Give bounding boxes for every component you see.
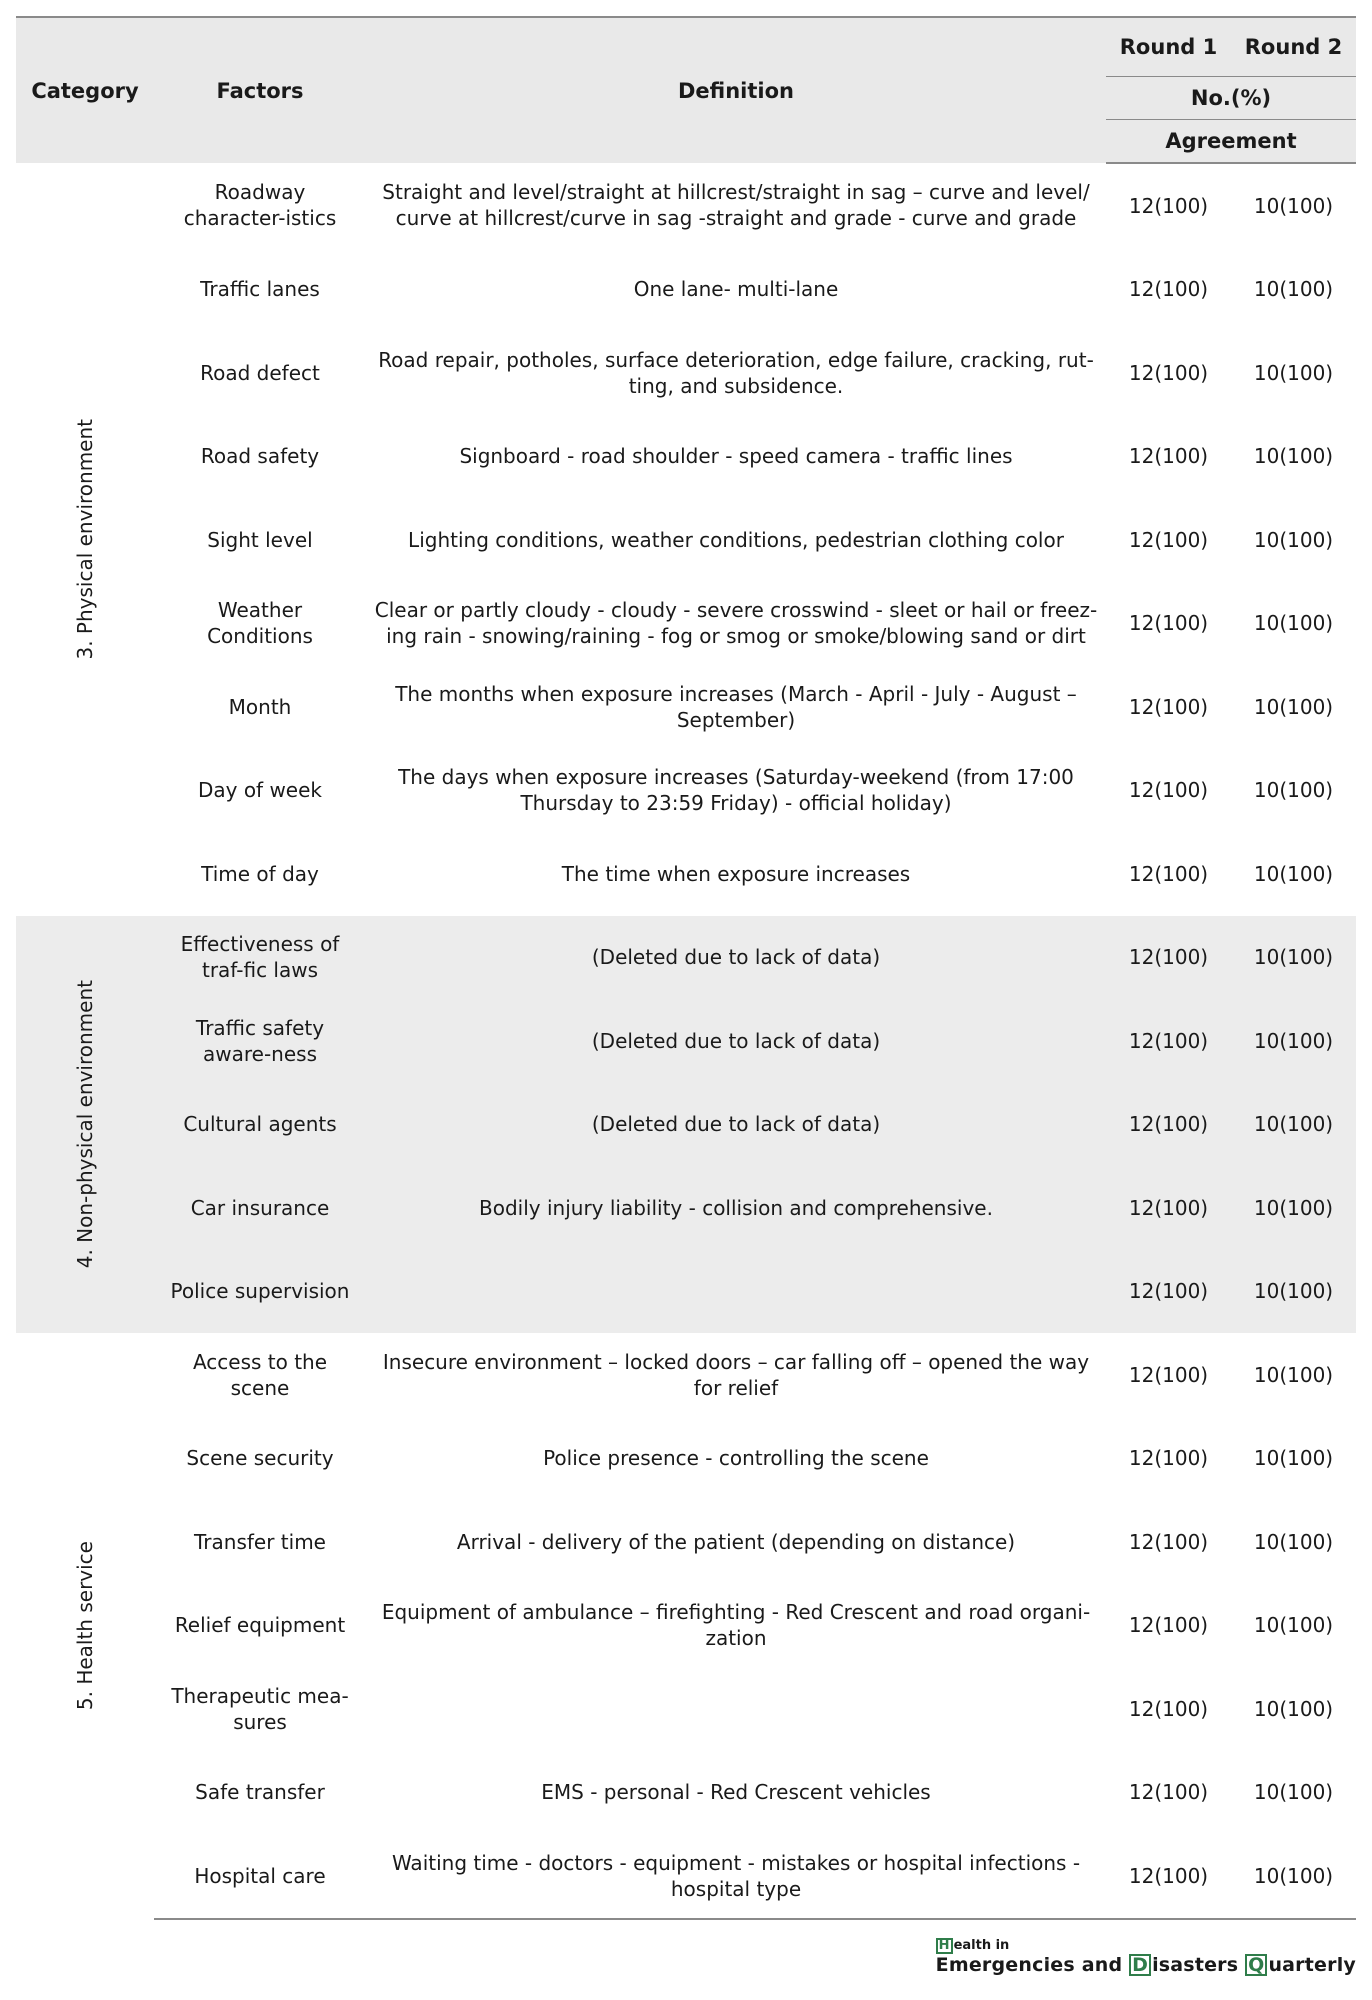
factor-cell: Roadway character-istics — [183, 180, 337, 231]
definition-cell: (Deleted due to lack of data) — [366, 999, 1106, 1083]
factor-cell: Traffic safety aware-ness — [154, 999, 366, 1083]
round-1-cell: 12(100) — [1106, 1250, 1231, 1334]
table-row — [16, 1667, 1356, 1751]
table-row — [16, 415, 1356, 499]
definition-cell: Waiting time - doctors - equipment - mistakes or hospital infections - hospital type — [366, 1834, 1106, 1919]
round-2-cell: 10(100) — [1231, 916, 1356, 1000]
delphi-agreement-table — [16, 16, 1356, 1920]
header-agreement: Agreement — [1106, 120, 1356, 164]
definition-cell: Equipment of ambulance – firefighting - Red Crescent and road organi-zation — [381, 1600, 1091, 1651]
factor-cell: Cultural agents — [154, 1083, 366, 1167]
table-row — [16, 498, 1356, 582]
table-row — [16, 1166, 1356, 1250]
round-2-cell: 10(100) — [1253, 778, 1334, 803]
logo-text-c: uarterly — [1268, 1954, 1356, 1977]
definition-cell: Signboard - road shoulder - speed camera - traffic lines — [459, 444, 1013, 469]
round-1-cell: 12(100) — [1128, 778, 1209, 803]
factor-cell: Road safety — [200, 444, 320, 469]
factor-cell: Weather Conditions — [207, 598, 313, 649]
round-1-cell: 12(100) — [1128, 611, 1209, 636]
definition-cell: The months when exposure increases (March - April - July - August – September) — [395, 681, 1077, 732]
category-label: 4. Non-physical environment — [73, 980, 97, 1269]
round-1-cell: 12(100) — [1106, 1083, 1231, 1167]
definition-cell: (Deleted due to lack of data) — [366, 916, 1106, 1000]
header-round-1: Round 1 — [1106, 17, 1231, 77]
round-2-cell: 10(100) — [1253, 193, 1334, 218]
table-row — [16, 331, 1356, 415]
round-2-cell: 10(100) — [1253, 444, 1334, 469]
factor-cell: Therapeutic mea-sures — [171, 1683, 349, 1734]
logo-initial-d: D — [1129, 1954, 1151, 1976]
definition-cell: EMS - personal - Red Crescent vehicles — [541, 1780, 931, 1805]
round-1-cell: 12(100) — [1128, 1529, 1209, 1554]
round-1-cell: 12(100) — [1128, 527, 1209, 552]
round-1-cell: 12(100) — [1128, 1446, 1209, 1471]
logo-line-1 — [936, 1938, 1356, 1954]
definition-cell: Insecure environment – locked doors – car falling off – opened the way for relief — [382, 1349, 1090, 1400]
table-row — [16, 665, 1356, 749]
table-row — [16, 1584, 1356, 1668]
definition-cell: Straight and level/straight at hillcrest/straight in sag – curve and level/ curve at hillcrest/curve in sag -straight and grade - curve and grade — [382, 180, 1090, 231]
logo-initial-q: Q — [1245, 1954, 1267, 1976]
factor-cell: Road defect — [200, 360, 320, 385]
definition-cell: The days when exposure increases (Saturday-weekend (from 17:00 Thursday to 23:59 Friday) - official holiday) — [398, 765, 1074, 816]
category-group — [16, 1333, 1356, 1919]
table-row — [16, 163, 1356, 248]
header-category: Category — [16, 17, 154, 163]
definition-cell — [366, 1250, 1106, 1334]
definition-cell: Arrival - delivery of the patient (depending on distance) — [456, 1529, 1016, 1554]
definition-cell: Police presence - controlling the scene — [543, 1446, 929, 1471]
factor-cell: Hospital care — [154, 1834, 366, 1919]
factor-cell: Safe transfer — [195, 1780, 325, 1805]
table-header — [16, 17, 1356, 163]
factor-cell: Car insurance — [154, 1166, 366, 1250]
table-row — [16, 1333, 1356, 1417]
header-round-2: Round 2 — [1231, 17, 1356, 77]
definition-cell — [366, 1667, 1106, 1751]
journal-logo — [936, 1938, 1356, 1976]
round-2-cell: 10(100) — [1253, 1780, 1334, 1805]
table-row — [16, 832, 1356, 916]
table-row — [16, 916, 1356, 1000]
round-1-cell: 12(100) — [1128, 694, 1209, 719]
category-cell — [16, 1333, 154, 1919]
round-1-cell: 12(100) — [1128, 1780, 1209, 1805]
category-cell — [16, 163, 154, 916]
round-2-cell: 10(100) — [1231, 999, 1356, 1083]
document-page — [16, 16, 1356, 1920]
category-group — [16, 916, 1356, 1334]
category-label: 3. Physical environment — [73, 418, 97, 660]
round-1-cell: 12(100) — [1128, 861, 1209, 886]
definition-cell: Clear or partly cloudy - cloudy - severe crosswind - sleet or hail or freez-ing rain - snowing/raining - fog or smog or smoke/blowing sand or dirt — [374, 598, 1098, 649]
factor-cell: Relief equipment — [174, 1613, 346, 1638]
round-2-cell: 10(100) — [1253, 1446, 1334, 1471]
header-factors: Factors — [154, 17, 366, 163]
factor-cell: Scene security — [186, 1446, 334, 1471]
round-1-cell: 12(100) — [1106, 999, 1231, 1083]
factor-cell: Transfer time — [194, 1529, 326, 1554]
definition-cell: (Deleted due to lack of data) — [366, 1083, 1106, 1167]
round-2-cell: 10(100) — [1231, 1250, 1356, 1334]
logo-line-1-text: ealth in — [953, 1938, 1010, 1953]
round-1-cell: 12(100) — [1128, 444, 1209, 469]
round-1-cell: 12(100) — [1128, 1696, 1209, 1721]
round-1-cell: 12(100) — [1128, 1362, 1209, 1387]
definition-cell: Bodily injury liability - collision and comprehensive. — [366, 1166, 1106, 1250]
round-2-cell: 10(100) — [1253, 1613, 1334, 1638]
table-row — [16, 749, 1356, 833]
logo-text-b: isasters — [1152, 1954, 1246, 1977]
round-2-cell: 10(100) — [1253, 527, 1334, 552]
definition-cell: The time when exposure increases — [561, 861, 911, 886]
table-row — [16, 582, 1356, 666]
round-1-cell: 12(100) — [1106, 1166, 1231, 1250]
round-1-cell: 12(100) — [1128, 1613, 1209, 1638]
round-2-cell: 10(100) — [1253, 1529, 1334, 1554]
table-row — [16, 1083, 1356, 1167]
definition-cell: Lighting conditions, weather conditions, pedestrian clothing color — [408, 527, 1064, 552]
factor-cell: Sight level — [207, 527, 313, 552]
round-1-cell: 12(100) — [1106, 1834, 1231, 1919]
factor-cell: Day of week — [197, 778, 323, 803]
table-row — [16, 999, 1356, 1083]
table-row — [16, 1834, 1356, 1919]
header-no-pct: No.(%) — [1106, 77, 1356, 120]
header-definition: Definition — [366, 17, 1106, 163]
factor-cell: Effectiveness of traf-fic laws — [154, 916, 366, 1000]
round-1-cell: 12(100) — [1128, 360, 1209, 385]
logo-initial-h: H — [936, 1938, 953, 1954]
table-row — [16, 1751, 1356, 1835]
table-row — [16, 1500, 1356, 1584]
round-2-cell: 10(100) — [1253, 1362, 1334, 1387]
round-2-cell: 10(100) — [1231, 1083, 1356, 1167]
round-2-cell: 10(100) — [1253, 611, 1334, 636]
round-2-cell: 10(100) — [1253, 360, 1334, 385]
category-group — [16, 163, 1356, 916]
round-2-cell: 10(100) — [1253, 1696, 1334, 1721]
definition-cell: Road repair, potholes, surface deterioration, edge failure, cracking, rut-ting, and subsidence. — [378, 347, 1094, 398]
definition-cell: One lane- multi-lane — [633, 277, 839, 302]
category-cell — [16, 916, 154, 1334]
round-2-cell: 10(100) — [1231, 1834, 1356, 1919]
factor-cell: Time of day — [201, 861, 319, 886]
round-2-cell: 10(100) — [1253, 694, 1334, 719]
round-1-cell: 12(100) — [1128, 193, 1209, 218]
table-row — [16, 1417, 1356, 1501]
round-1-cell: 12(100) — [1106, 916, 1231, 1000]
category-label: 5. Health service — [73, 1541, 97, 1711]
factor-cell: Month — [228, 694, 292, 719]
table-row — [16, 1250, 1356, 1334]
factor-cell: Access to the scene — [192, 1349, 328, 1400]
logo-line-2 — [936, 1954, 1356, 1976]
round-2-cell: 10(100) — [1253, 861, 1334, 886]
factor-cell: Traffic lanes — [200, 277, 320, 302]
logo-text-a: Emergencies and — [935, 1954, 1130, 1977]
table-row — [16, 248, 1356, 332]
factor-cell: Police supervision — [154, 1250, 366, 1334]
round-1-cell: 12(100) — [1128, 277, 1209, 302]
round-2-cell: 10(100) — [1231, 1166, 1356, 1250]
round-2-cell: 10(100) — [1253, 277, 1334, 302]
